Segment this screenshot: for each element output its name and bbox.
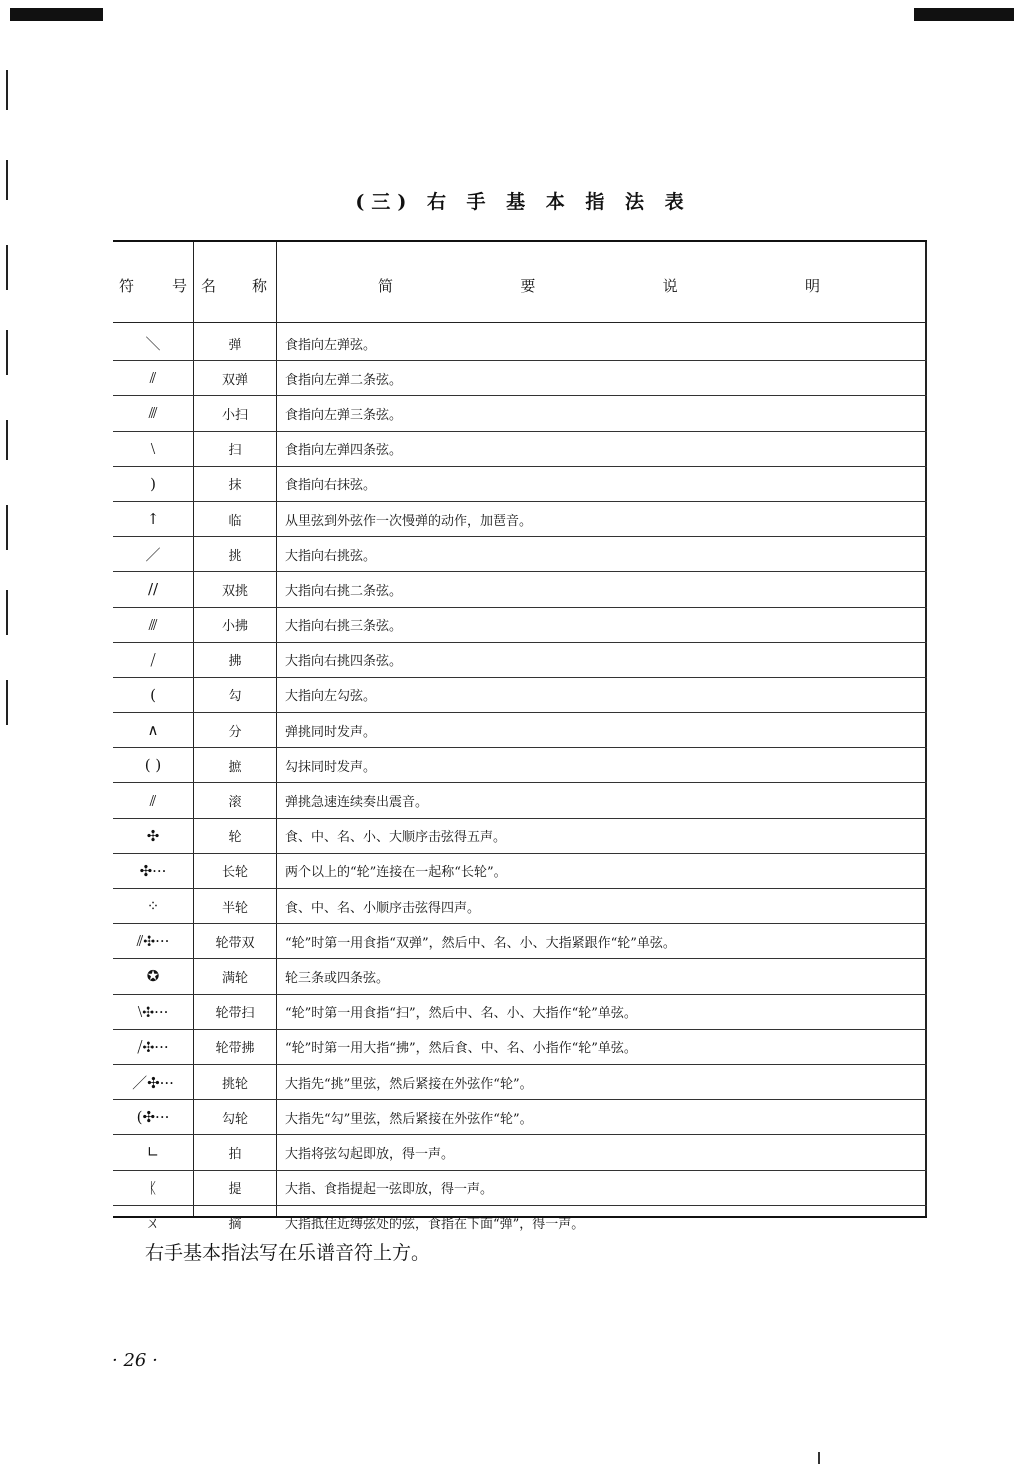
fingering-description: 大指将弦勾起即放，得一声。: [285, 1146, 455, 1162]
fingering-table: [113, 240, 927, 1233]
fingering-description: 弹挑同时发声。: [285, 724, 377, 740]
fingering-description: 大指向右挑弦。: [285, 548, 377, 564]
fingering-symbol: ⧸✣···: [137, 1037, 169, 1056]
page-title: (三) 右 手 基 本 指 法 表: [355, 191, 691, 213]
header-char: 号: [171, 277, 187, 295]
fingering-name: 分: [228, 724, 242, 740]
fingering-description: 弹挑急速连续奏出震音。: [285, 795, 429, 811]
table-row: [113, 643, 927, 678]
fingering-description: 食指向左弹四条弦。: [285, 443, 403, 459]
table-row: [113, 1065, 927, 1100]
fingering-symbol: ᛕ: [148, 1178, 158, 1197]
fingering-symbol: ＼: [145, 334, 161, 353]
fingering-name: 扫: [228, 443, 242, 459]
fingering-description: 大指向右挑四条弦。: [285, 654, 403, 670]
fingering-symbol: ㄨ: [145, 1214, 161, 1233]
fingering-symbol: ⫻: [148, 404, 158, 423]
margin-line: [6, 590, 8, 635]
header-char: 说: [662, 277, 678, 295]
page-number: · 26 ·: [112, 1350, 158, 1371]
scan-mark-top-right: [914, 8, 1014, 21]
fingering-name: 满轮: [221, 970, 248, 986]
margin-line: [6, 70, 8, 110]
table-row: [113, 1100, 927, 1135]
header-char: 称: [251, 277, 267, 295]
fingering-symbol: ✣···: [139, 861, 167, 880]
table-row: [113, 748, 927, 783]
margin-line: [6, 330, 8, 375]
fingering-name: 半轮: [221, 900, 248, 916]
fingering-description: 大指向左勾弦。: [285, 689, 377, 705]
table-row: [113, 924, 927, 959]
header-char: 明: [804, 277, 820, 295]
table-row: [113, 1171, 927, 1206]
fingering-name: 临: [228, 513, 242, 529]
table-row: [113, 537, 927, 572]
table-header: [113, 242, 927, 323]
fingering-description: 大指先“勾”里弦，然后紧接在外弦作“轮”。: [285, 1111, 533, 1127]
table-row: [113, 432, 927, 467]
fingering-symbol: ): [150, 474, 156, 493]
fingering-description: 食指向左弹三条弦。: [285, 407, 403, 423]
header-char: 要: [520, 277, 536, 295]
fingering-description: “轮”时第一用大指“拂”，然后食、中、名、小指作“轮”单弦。: [285, 1041, 637, 1057]
fingering-name: 轮带双: [215, 935, 255, 951]
fingering-name: 勾: [228, 689, 242, 705]
fingering-name: 双挑: [221, 583, 248, 599]
fingering-name: 小拂: [221, 619, 248, 635]
table-row: [113, 361, 927, 396]
header-char: 简: [378, 277, 394, 295]
header-description: [378, 275, 820, 296]
table-row: [113, 783, 927, 818]
margin-line: [6, 420, 8, 460]
scan-speck: [818, 1452, 820, 1464]
fingering-name: 弹: [228, 337, 242, 353]
fingering-symbol: ✣: [146, 826, 160, 845]
table-body: [113, 326, 927, 1240]
margin-line: [6, 680, 8, 725]
fingering-description: 大指抵住近缚弦处的弦，食指在下面“弹”，得一声。: [285, 1217, 585, 1233]
fingering-symbol: ⫽✣···: [136, 932, 170, 951]
fingering-description: 两个以上的“轮”连接在一起称“长轮”。: [285, 865, 507, 881]
fingering-symbol: ( ): [144, 756, 162, 775]
fingering-name: 小扫: [221, 407, 248, 423]
fingering-name: 勾轮: [221, 1111, 248, 1127]
table-row: [113, 467, 927, 502]
fingering-description: 勾抹同时发声。: [285, 759, 377, 775]
fingering-symbol: ✪: [146, 967, 160, 986]
fingering-name: 拂: [228, 654, 242, 670]
fingering-name: 双弹: [221, 372, 248, 388]
table-row: [113, 1206, 927, 1240]
fingering-description: 食指向右抹弦。: [285, 478, 377, 494]
fingering-symbol: ／✣···: [132, 1073, 174, 1092]
fingering-description: 大指向右挑三条弦。: [285, 619, 403, 635]
fingering-symbol: ⧵: [150, 439, 156, 458]
fingering-name: 提: [228, 1182, 242, 1198]
fingering-name: 摘: [228, 1217, 242, 1233]
fingering-description: 食指向左弹弦。: [285, 337, 377, 353]
fingering-name: 长轮: [221, 865, 248, 881]
fingering-description: 食指向左弹二条弦。: [285, 372, 403, 388]
table-row: [113, 678, 927, 713]
fingering-name: 轮: [228, 830, 242, 846]
fingering-description: 大指先“挑”里弦，然后紧接在外弦作“轮”。: [285, 1076, 533, 1092]
table-row: [113, 502, 927, 537]
header-char: 符: [119, 277, 135, 295]
footnote: 右手基本指法写在乐谱音符上方。: [145, 1242, 431, 1264]
fingering-name: 拍: [228, 1146, 242, 1162]
table-row: [113, 608, 927, 643]
fingering-name: 滚: [228, 795, 242, 811]
fingering-description: 大指向右挑二条弦。: [285, 583, 403, 599]
fingering-name: 轮带拂: [215, 1041, 255, 1057]
header-name: [201, 275, 267, 296]
margin-line: [6, 245, 8, 290]
table-row: [113, 819, 927, 854]
margin-line: [6, 505, 8, 550]
fingering-description: 食、中、名、小、大顺序击弦得五声。: [285, 830, 507, 846]
fingering-name: 抹: [228, 478, 242, 494]
fingering-name: 轮带扫: [215, 1006, 255, 1022]
fingering-symbol: ∧: [147, 721, 159, 740]
table-row: [113, 995, 927, 1030]
scan-mark-top-left: [10, 8, 103, 21]
table-row: [113, 326, 927, 361]
table-row: [113, 572, 927, 607]
fingering-symbol: ⧵✣···: [137, 1002, 169, 1021]
fingering-description: 大指、食指提起一弦即放，得一声。: [285, 1182, 494, 1198]
fingering-symbol: //: [147, 580, 159, 599]
table-row: [113, 1030, 927, 1065]
table-row: [113, 396, 927, 431]
fingering-description: 轮三条或四条弦。: [285, 970, 390, 986]
fingering-description: 食、中、名、小顺序击弦得四声。: [285, 900, 481, 916]
fingering-description: “轮”时第一用食指“扫”，然后中、名、小、大指作“轮”单弦。: [285, 1006, 637, 1022]
fingering-symbol: ⫽: [149, 791, 157, 810]
table-row: [113, 889, 927, 924]
fingering-symbol: ⫽: [149, 369, 157, 388]
table-row: [113, 959, 927, 994]
table-row: [113, 1135, 927, 1170]
fingering-symbol: ⫻: [148, 615, 158, 634]
fingering-symbol: ／: [145, 545, 161, 564]
table-row: [113, 713, 927, 748]
fingering-description: 从里弦到外弦作一次慢弹的动作，加琶音。: [285, 513, 533, 529]
fingering-symbol: ↑: [146, 510, 160, 529]
fingering-name: 挑: [228, 548, 242, 564]
fingering-description: “轮”时第一用食指“双弹”，然后中、名、小、大指紧跟作“轮”单弦。: [285, 935, 676, 951]
table-row: [113, 854, 927, 889]
fingering-symbol: (✣···: [136, 1108, 170, 1127]
fingering-symbol: ⧸: [150, 650, 156, 669]
header-char: 名: [201, 277, 217, 295]
fingering-symbol: ⁘: [146, 897, 160, 916]
fingering-name: 挑轮: [221, 1076, 248, 1092]
header-symbol: [119, 275, 187, 296]
fingering-symbol: ∟: [146, 1143, 160, 1162]
fingering-symbol: (: [150, 685, 156, 704]
fingering-name: 摭: [228, 759, 242, 775]
